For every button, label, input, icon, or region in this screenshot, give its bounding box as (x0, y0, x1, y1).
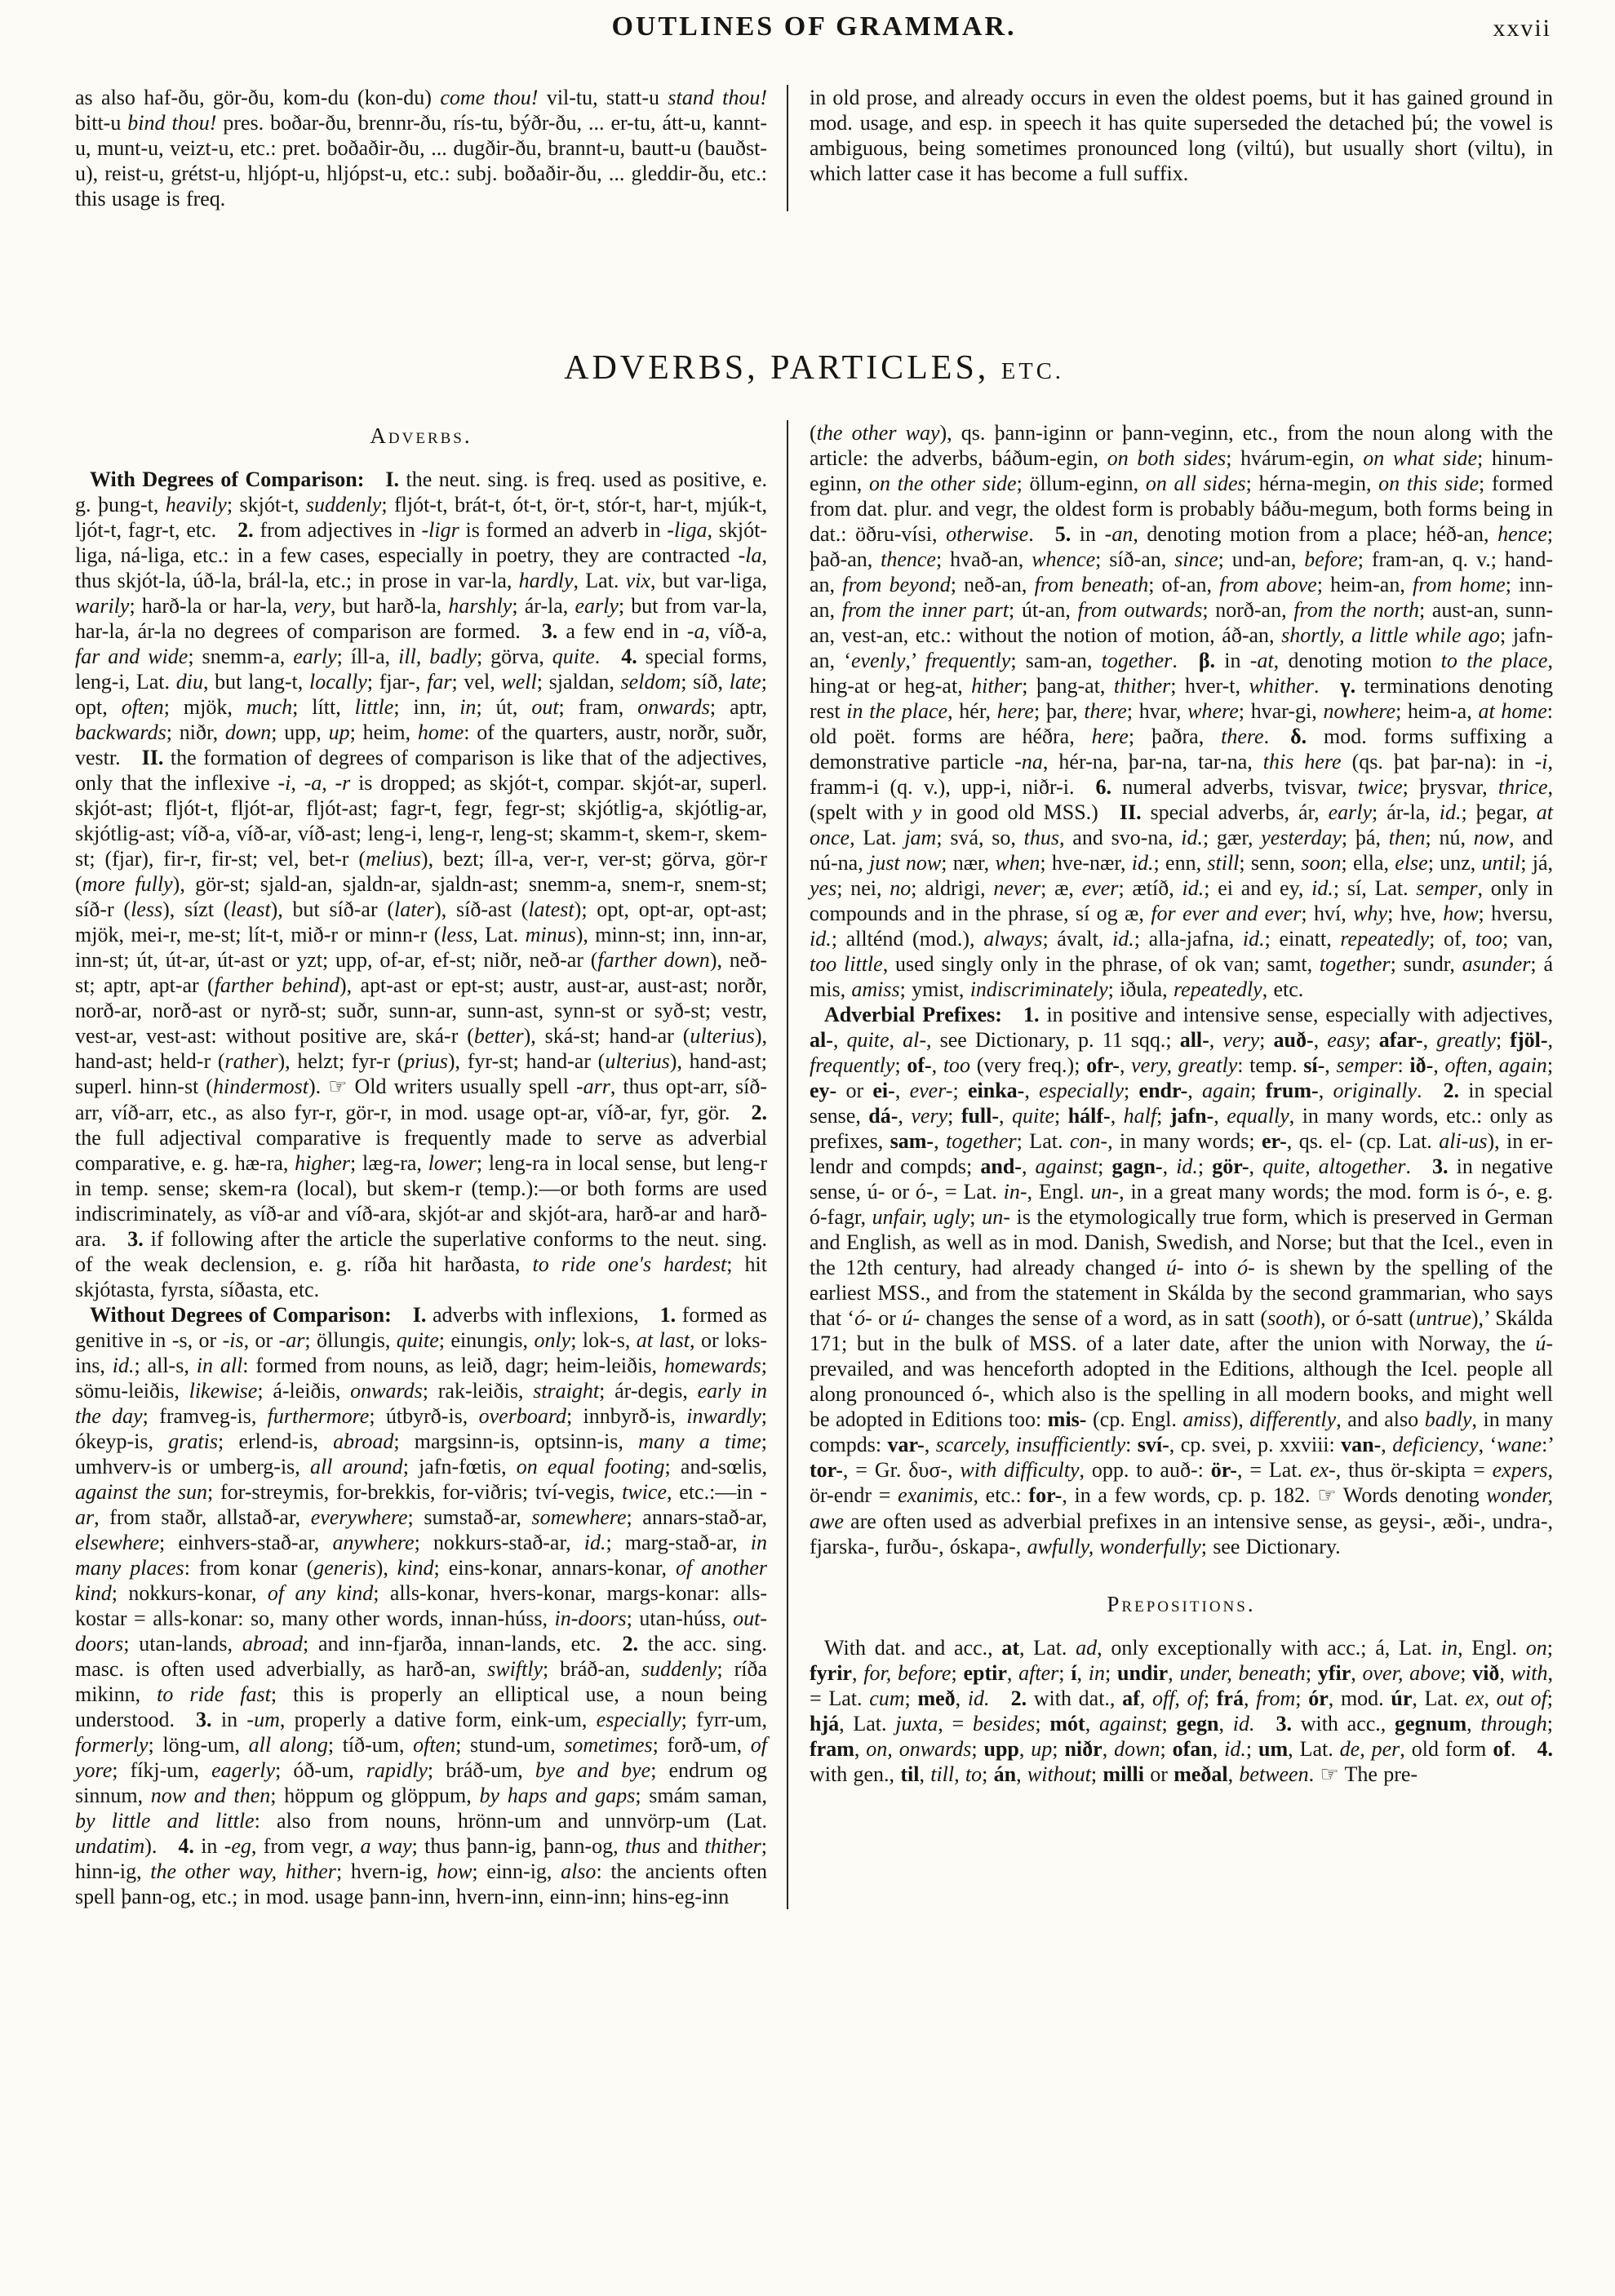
intro-continuation-section (75, 85, 1553, 211)
section-heading: ADVERBS, PARTICLES, ETC. (564, 349, 1064, 387)
adverbs-subheading: Adverbs. (370, 423, 473, 448)
prepositions-paragraph: With dat. and acc., at, Lat. ad, only exceptionally with acc.; á, Lat. in, Engl. on; fyrir, for, before; eptir, after; í, in; undir, under, beneath; yfir, over, above; við, with, = Lat. cum; með, id. 2. with dat., af, off, of; frá, from; ór, mod. úr, Lat. ex, out of; hjá, Lat. juxta, = besides; mót, against; gegn, id. 3. with acc., gegnum, through; fram, on, onwards; upp, up; niðr, down; ofan, id.; um, Lat. de, per, old form of. 4. with gen., til, till, to; án, without; milli or meðal, between. ☞ The pre- (810, 1636, 1554, 1787)
prepositions-subheading: Prepositions. (1107, 1592, 1256, 1616)
without-degrees-paragraph: Without Degrees of Comparison: I. adverbs with inflexions, 1. formed as genitive in -s, or -is, or -ar; öllungis, quite; einungis, only; lok-s, at last, or loks-ins, id.; all-s, in all: formed from nouns, as leið, dagr; heim-leiðis, homewards; sömu-leiðis, likewise; á-leiðis, onwards; rak-leiðis, straight; ár-degis, early in the day; framveg-is, furthermore; útbyrð-is, overboard; innbyrð-is, inwardly; ókeyp-is, gratis; erlend-is, abroad; margsinn-is, optsinn-is, many a time; umhverv-is or umberg-is, all around; jafn-fœtis, on equal footing; and-sœlis, against the sun; for-streymis, for-brekkis, for-viðris; tví-vegis, twice, etc.:—in -ar, from staðr, allstað-ar, everywhere; sumstað-ar, somewhere; annars-stað-ar, elsewhere; einhvers-stað-ar, anywhere; nokkurs-stað-ar, id.; marg-stað-ar, in many places: from konar (generis), kind; eins-konar, annars-konar, of another kind; nokkurs-konar, of any kind; alls-konar, hvers-konar, margs-konar: alls-kostar = alls-konar: so, many other words, innan-húss, in-doors; utan-húss, out-doors; utan-lands, abroad; and inn-fjarða, innan-lands, etc. 2. the acc. sing. masc. is often used adverbially, as harð-an, swiftly; bráð-an, suddenly; ríða mikinn, to ride fast; this is properly an elliptical use, a noun being understood. 3. in -um, properly a dative form, eink-um, especially; fyrr-um, formerly; löng-um, all along; tíð-um, often; stund-um, sometimes; forð-um, of yore; fíkj-um, eagerly; óð-um, rapidly; bráð-um, bye and bye; endrum og sinnum, now and then; höppum og glöppum, by haps and gaps; smám saman, by little and little: also from nouns, hrönn-um and unnvörp-um (Lat. undatim). 4. in -eg, from vegr, a way; thus þann-ig, þann-og, thus and thither; hinn-ig, the other way, hither; hvern-ig, how; einn-ig, also: the ancients often spell þann-og, etc.; in mod. usage þann-inn, hvern-inn, einn-inn; hins-eg-inn (75, 1303, 768, 1908)
adverbs-continuation-paragraph: (the other way), qs. þann-iginn or þann-veginn, etc., from the noun along with the article: the adverbs, báðum-egin, on both sides; hvárum-egin, on what side; hinum-eginn, on the other side; öllum-eginn, on all sides; hérna-megin, on this side; formed from dat. plur. and vegr, the oldest form is probably báðu-megum, both forms being in dat.: öðru-vísi, otherwise. 5. in -an, denoting motion from a place; héð-an, hence; það-an, thence; hvað-an, whence; síð-an, since; und-an, before; fram-an, q. v.; hand-an, from beyond; neð-an, from beneath; of-an, from above; heim-an, from home; inn-an, from the inner part; út-an, from outwards; norð-an, from the north; aust-an, sunn-an, vest-an, etc.: without the notion of motion, áð-an, shortly, a little while ago; jafn-an, ‘evenly,’ frequently; sam-an, together. β. in -at, denoting motion to the place, hing-at or heg-at, hither; þang-at, thither; hver-t, whither. γ. terminations denoting rest in the place, hér, here; þar, there; hvar, where; hvar-gi, nowhere; heim-a, at home: old poët. forms are héðra, here; þaðra, there. δ. mod. forms suffixing a demonstrative particle -na, hér-na, þar-na, tar-na, this here (qs. þat þar-na): in -i, framm-i (q. v.), upp-i, niðr-i. 6. numeral adverbs, tvisvar, twice; þrysvar, thrice, (spelt with y in good old MSS.) II. special adverbs, ár, early; ár-la, id.; þegar, at once, Lat. jam; svá, so, thus, and svo-na, id.; gær, yesterday; þá, then; nú, now, and nú-na, just now; nær, when; hve-nær, id.; enn, still; senn, soon; ella, else; unz, until; já, yes; nei, no; aldrigi, never; æ, ever; ætíð, id.; ei and ey, id.; sí, Lat. semper, only in compounds and in the phrase, sí og æ, for ever and ever; hví, why; hve, how; hversu, id.; allténd (mod.), always; ávalt, id.; alla-jafna, id.; einatt, repeatedly; of, too; van, too little, used singly only in the phrase, of ok van; samt, together; sundr, asunder; á mis, amiss; ymist, indiscriminately; iðula, repeatedly, etc. (810, 421, 1554, 1001)
main-text-section (75, 420, 1553, 1909)
running-title: OUTLINES OF GRAMMAR. (611, 11, 1017, 42)
adverbial-prefixes-paragraph: Adverbial Prefixes: 1. in positive and intensive sense, especially with adjectives, al-, quite, al-, see Dictionary, p. 11 sqq.; all-, very; auð-, easy; afar-, greatly; fjöl-, frequently; of-, too (very freq.); ofr-, very, greatly: temp. sí-, semper: ið-, often, again; ey- or ei-, ever-; einka-, especially; endr-, again; frum-, originally. 2. in special sense, dá-, very; full-, quite; hálf-, half; jafn-, equally, in many words, etc.: only as prefixes, sam-, together; Lat. con-, in many words; er-, qs. el- (cp. Lat. ali-us), in er-lendr and compds; and-, against; gagn-, id.; gör-, quite, altogether. 3. in negative sense, ú- or ó-, = Lat. in-, Engl. un-, in a great many words; the mod. form is ó-, e. g. ó-fagr, unfair, ugly; un- is the etymologically true form, which is preserved in German and English, as well as in mod. Danish, Swedish, and Norse; but that the Icel., even in the 12th century, had already changed ú- into ó- is shewn by the spelling of the earliest MSS., and from the statement in Skálda by the second grammarian, who says that ‘ó- or ú- changes the sense of a word, as in satt (sooth), or ó-satt (untrue),’ Skálda 171; but in the bulk of MSS. of a later date, after the union with Norway, the ú- prevailed, and was henceforth adopted in the Editions, although the Icel. people all along pronounced ó-, which also is the spelling in all modern books, and might well be adopted in Editions too: mis- (cp. Engl. amiss), differently, and also badly, in many compds: var-, scarcely, insufficiently: sví-, cp. svei, p. xxviii: van-, deficiency, ‘wane:’ tor-, = Gr. δυσ-, with difficulty, opp. to auð-: ör-, = Lat. ex-, thus ör-skipta = expers, ör-endr = exanimis, etc.: for-, in a few words, cp. p. 182. ☞ Words denoting wonder, awe are often used as adverbial prefixes in an intensive sense, as geysi-, æði-, undra-, fjarska-, furðu-, óskapa-, awfully, wonderfully; see Dictionary. (810, 1003, 1554, 1558)
page-header (75, 10, 1553, 52)
page-number: xxvii (1493, 15, 1551, 42)
intro-left-column: as also haf-ðu, gör-ðu, kom-du (kon-du) come thou! vil-tu, statt-u stand thou! bitt-u bind thou! pres. boðar-ðu, brennr-ðu, rís-tu, býðr-ðu, ... er-tu, átt-u, kannt-u, munt-u, veizt-u, etc.: pret. boðaðir-ðu, ... dugðir-ðu, brannt-u, bautt-u (bauðst-u), reist-u, grétst-u, hljópt-u, hljópst-u, etc.: subj. boðaðir-ðu, ... gleddir-ðu, etc.: this usage is freq. (75, 86, 767, 211)
with-degrees-paragraph: With Degrees of Comparison: I. the neut. sing. is freq. used as positive, e. g. þung-t, heavily; skjót-t, suddenly; fljót-t, brát-t, ót-t, ör-t, stór-t, har-t, mjúk-t, ljót-t, fagr-t, etc. 2. from adjectives in -ligr is formed an adverb in -liga, skjót-liga, ná-liga, etc.: in a few cases, especially in poetry, they are contracted -la, thus skjót-la, úð-la, brál-la, etc.; in prose in var-la, hardly, Lat. vix, but var-liga, warily; harð-la or har-la, very, but harð-la, harshly; ár-la, early; but from var-la, har-la, ár-la no degrees of comparison are formed. 3. a few end in -a, víð-a, far and wide; snemm-a, early; íll-a, ill, badly; görva, quite. 4. special forms, leng-i, Lat. diu, but lang-t, locally; fjar-, far; vel, well; sjaldan, seldom; síð, late; opt, often; mjök, much; lítt, little; inn, in; út, out; fram, onwards; aptr, backwards; niðr, down; upp, up; heim, home: of the quarters, austr, norðr, suðr, vestr. II. the formation of degrees of comparison is like that of the adjectives, only that the inflexive -i, -a, -r is dropped; as skjót-t, compar. skjót-ar, superl. skjót-ast; fljót-t, fljót-ar, fljót-ast; fagr-t, fegr, fegr-st; skjótlig-a, skjótlig-ar, skjótlig-ast; víð-a, víð-ar, víð-ast; leng-i, leng-r, leng-st; skamm-t, skem-r, skem-st; (fjar), fir-r, fir-st; vel, bet-r (melius), bezt; íll-a, ver-r, ver-st; görva, gör-r (more fully), gör-st; sjald-an, sjaldn-ar, sjaldn-ast; snemm-a, snem-r, snem-st; síð-r (less), sízt (least), but síð-ar (later), síð-ast (latest); opt, opt-ar, opt-ast; mjök, mei-r, me-st; lít-t, mið-r or minn-r (less, Lat. minus), minn-st; inn, inn-ar, inn-st; út, út-ar, út-ast or yzt; upp, of-ar, ef-st; niðr, neð-ar (farther down), neð-st; aptr, apt-ar (farther behind), apt-ast or ept-st; austr, aust-ar, aust-ast; norðr, norð-ar, norð-ast or nyrð-st; suðr, sunn-ar, sunn-ast, synn-st or syð-st; vestr, vest-ar, vest-ast: without positive are, ská-r (better), ská-st; hand-ar (ulterius), hand-ast; held-r (rather), helzt; fyr-r (prius), fyr-st; hand-ar (ulterius), hand-ast; superl. hinn-st (hindermost). ☞ Old writers usually spell -arr, thus opt-arr, síð-arr, víð-arr, etc., as also fyr-r, gör-r, in mod. usage opt-ar, víð-ar, fyr, gör. 2. the full adjectival comparative is frequently made to serve as adverbial comparative, e. g. hæ-ra, higher; læg-ra, lower; leng-ra in local sense, but leng-r in temp. sense; skem-ra (local), but skem-r (temp.):—or both forms are used indiscriminately, as víð-ar and víð-ara, skjót-ar and skjót-ara, harð-ar and harð-ara. 3. if following after the article the superlative conforms to the neut. sing. of the weak declension, e. g. ríða hit harðasta, to ride one's hardest; hit skjótasta, fyrsta, síðasta, etc. (75, 468, 768, 1301)
left-column (75, 420, 787, 1909)
right-column (788, 420, 1553, 1909)
intro-right-column: in old prose, and already occurs in even the oldest poems, but it has gained ground in mod. usage, and esp. in speech it has quite superseded the detached þú; the vowel is ambiguous, being sometimes pronounced long (viltú), but usually short (viltu), in which latter case it has become a full suffix. (810, 86, 1553, 185)
